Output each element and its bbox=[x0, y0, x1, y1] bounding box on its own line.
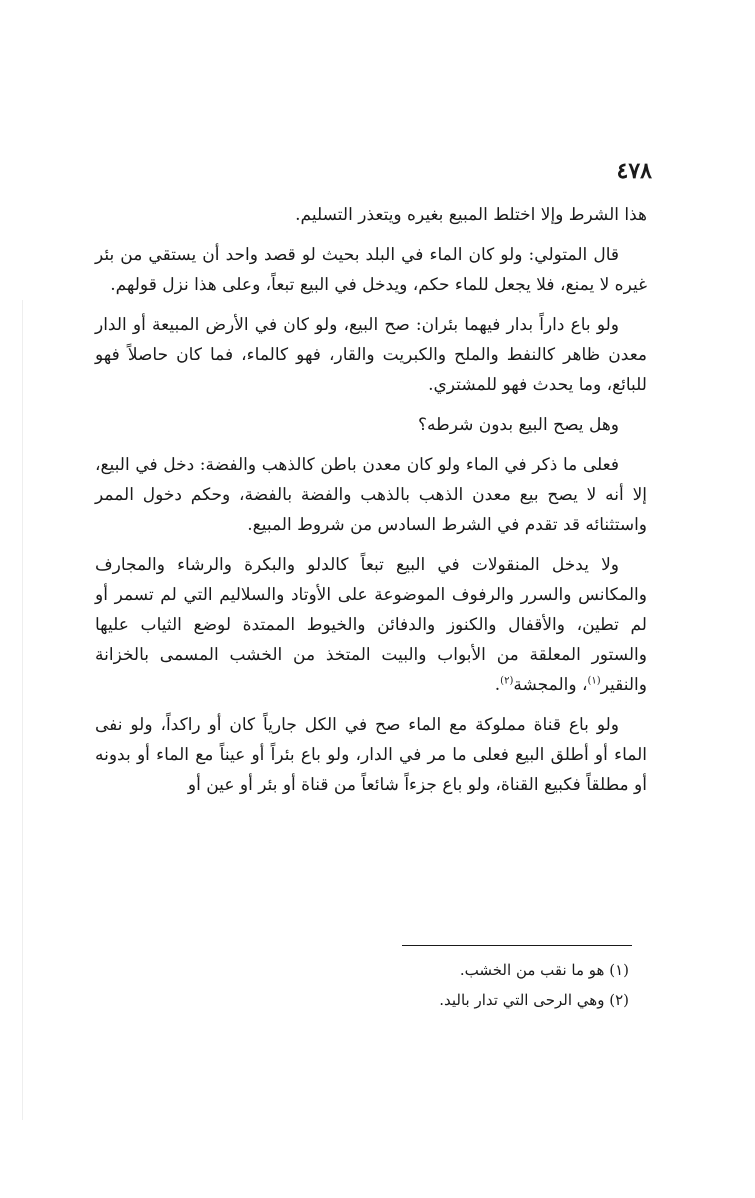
paragraph: ولو باع داراً بدار فيهما بئران: صح البيع، ولو كان في الأرض المبيعة أو الدار معدن ظاهر كالنفط والملح والكبريت والقار، فهو كالماء، فما كان حاصلاً فهو للبائع، وما يحدث فهو للمشتري. bbox=[95, 315, 647, 395]
paragraph: هذا الشرط وإلا اختلط المبيع بغيره ويتعذر التسليم. bbox=[295, 205, 647, 225]
footnote-1: (١) هو ما نقب من الخشب. bbox=[459, 961, 629, 979]
main-text bbox=[95, 200, 647, 810]
paragraph-text: ولا يدخل المنقولات في البيع تبعاً كالدلو والبكرة والرشاء والمجارف والمكانس والسرر والرفوف الموضوعة على الأوتاد والسلاليم التي لم تسمر أو لم تطين، والأقفال والكنوز والدفائن والخيوط الممتدة لوضع الثياب عليها والستور المعلقة من الأبواب والبيت المتخذ من الخشب المسمى بالخزانة والنقير bbox=[95, 555, 647, 695]
footnote-divider bbox=[402, 945, 632, 946]
footnotes bbox=[129, 955, 629, 1015]
footnote-2: (٢) وهي الرحى التي تدار باليد. bbox=[439, 991, 629, 1009]
paragraph-question: وهل يصح البيع بدون شرطه؟ bbox=[418, 415, 619, 435]
paragraph-text-end: . bbox=[494, 675, 501, 695]
footnote-marker-2[interactable]: (٢) bbox=[500, 675, 514, 687]
page-edge-line bbox=[22, 300, 23, 1120]
paragraph: فعلى ما ذكر في الماء ولو كان معدن باطن كالذهب والفضة: دخل في البيع، إلا أنه لا يصح بيع معدن الذهب بالذهب والفضة بالفضة، وحكم دخول الممر واستثنائه قد تقدم في الشرط السادس من شروط المبيع. bbox=[95, 455, 647, 535]
paragraph: ولو باع قناة مملوكة مع الماء صح في الكل جارياً كان أو راكداً، ولو نفى الماء أو أطلق البيع فعلى ما مر في الدار، ولو باع بئراً أو عيناً مع الماء أو بدونه أو مطلقاً فكبيع القناة، ولو باع جزءاً شائعاً من قناة أو بئر أو عين أو bbox=[95, 715, 647, 795]
footnote-marker-1[interactable]: (١) bbox=[587, 675, 601, 687]
paragraph-with-footnotes bbox=[95, 550, 647, 700]
paragraph-text-continued: ، والمجشة bbox=[513, 675, 588, 695]
page-number: ٤٧٨ bbox=[616, 158, 652, 184]
paragraph: قال المتولي: ولو كان الماء في البلد بحيث لو قصد واحد أن يستقي من بئر غيره لا يمنع، فلا يجعل للماء حكم، ويدخل في البيع تبعاً، وعلى هذا نزل قولهم. bbox=[95, 245, 647, 295]
